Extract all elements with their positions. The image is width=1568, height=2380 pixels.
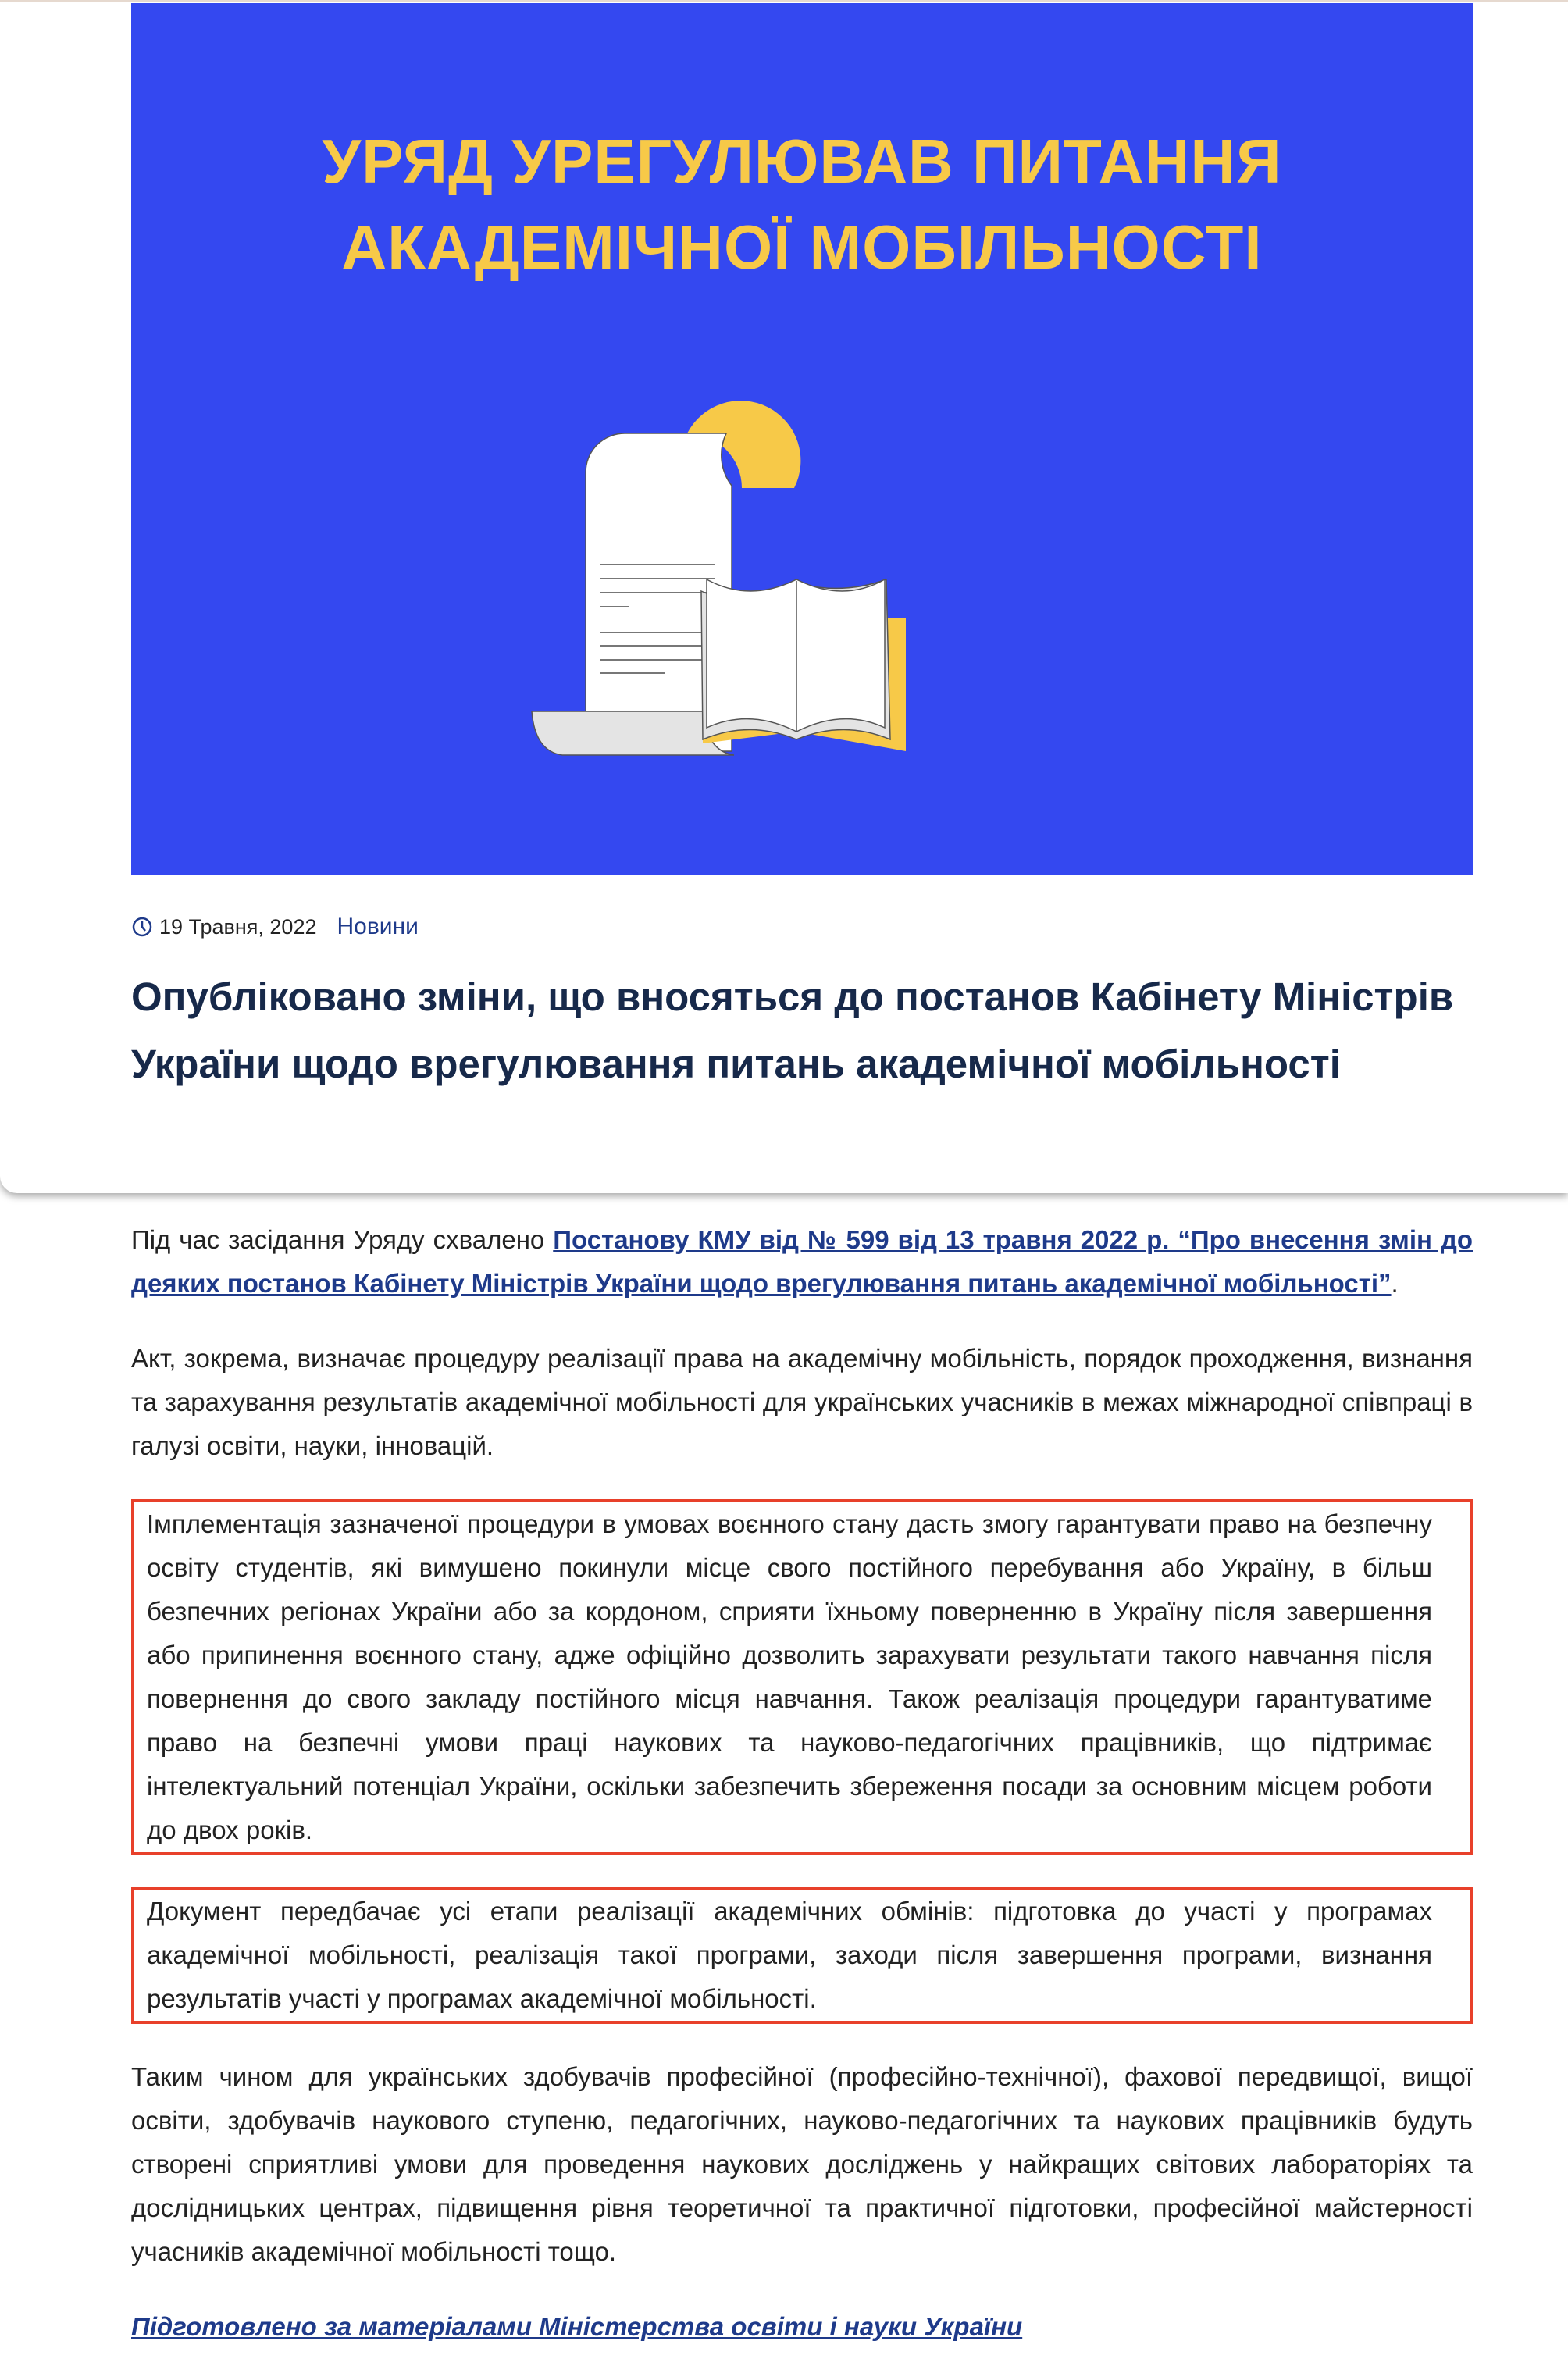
- resolution-link[interactable]: Постанову КМУ від № 599 від 13 травня 2022 р. “Про внесення змін до деяких постанов Кабінету Міністрів України щодо врегулювання питань академічної мобільності”: [131, 1225, 1473, 1298]
- category-link[interactable]: Новини: [337, 914, 419, 939]
- highlighted-paragraph-3: Імплементація зазначеної процедури в умовах воєнного стану дасть змогу гарантувати право на безпечну освіту студентів, які вимушено покинули місце свого постійного перебування або Україну, в більш безпечних регіонах України або за кордоном, сприяти їхньому поверненню в Україну після завершення або припинення воєнного стану, адже офіційно дозволить зарахувати результати такого навчання після повернення до свого закладу постійного місця навчання. Також реалізація процедури гарантуватиме право на безпечні умови праці наукових та науково-педагогічних працівників, що підтримає інтелектуальний потенціал України, оскільки забезпечить збереження посади за основним місцем роботи до двох років.: [131, 1499, 1473, 1855]
- banner-title: УРЯД УРЕГУЛЮВАВ ПИТАННЯ АКАДЕМІЧНОЇ МОБІЛЬНОСТІ: [322, 126, 1282, 282]
- clock-icon: [131, 916, 153, 938]
- article-banner-image: [131, 3, 1473, 875]
- paragraph-5: Таким чином для українських здобувачів професійної (професійно-технічної), фахової передвищої, вищої освіти, здобувачів наукового ступеню, педагогічних, науково-педагогічних та наукових працівників будуть створені сприятливі умови для проведення наукових досліджень у найкращих світових лабораторіях та дослідницьких центрах, підвищення рівня теоретичної та практичної підготовки, професійної майстерності учасників академічної мобільності тощо.: [131, 2062, 1473, 2266]
- highlighted-paragraph-4: Документ передбачає усі етапи реалізації академічних обмінів: підготовка до участі у програмах академічної мобільності, реалізація такої програми, заходи після завершення програми, визнання результатів участі у програмах академічної мобільності.: [131, 1887, 1473, 2024]
- paragraph-1: Під час засідання Уряду схвалено Постанову КМУ від № 599 від 13 травня 2022 р. “Про внесення змін до деяких постанов Кабінету Міністрів України щодо врегулювання питань академічної мобільності”.: [131, 1225, 1473, 1298]
- article-title: Опубліковано зміни, що вносяться до постанов Кабінету Міністрів України щодо врегулювання питань академічної мобільності: [131, 974, 1454, 1086]
- source-link[interactable]: Підготовлено за матеріалами Міністерства освіти і науки України: [131, 2312, 1023, 2341]
- scroll-and-book-illustration: [131, 3, 1473, 875]
- publish-date: 19 Травня, 2022: [159, 914, 317, 939]
- paragraph-2: Акт, зокрема, визначає процедуру реалізації права на академічну мобільність, порядок проходження, визнання та зарахування результатів академічної мобільності для українських учасників в межах міжнародної співпраці в галузі освіти, науки, інновацій.: [131, 1344, 1473, 1460]
- article-body: [131, 1218, 1473, 2380]
- article-meta: [131, 914, 419, 940]
